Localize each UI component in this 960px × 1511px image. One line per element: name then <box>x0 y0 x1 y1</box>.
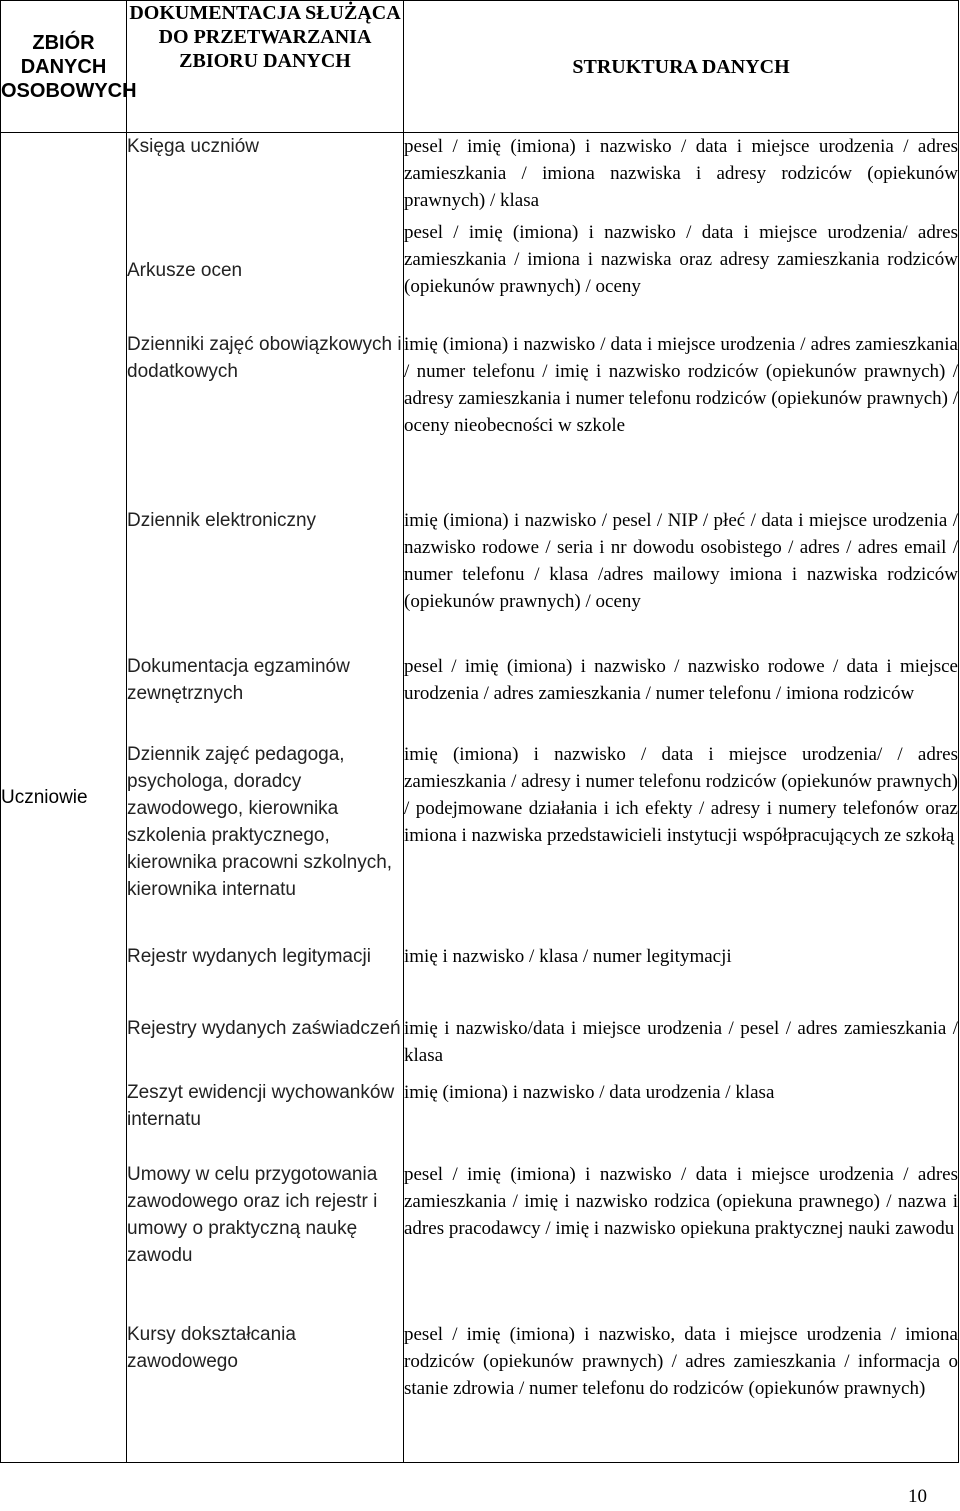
table-row <box>1 943 959 1015</box>
header-structure: STRUKTURA DANYCH <box>404 1 959 133</box>
structure-cell: pesel / imię (imiona) i nazwisko / data i miejsce urodzenia / adres zamieszkania / imię i nazwisko rodzica (opiekuna prawnego) / nazwa i adres pracodawcy / imię i nazwisko opiekuna praktycznej nauki zawodu <box>404 1161 959 1321</box>
table-row <box>1 133 959 219</box>
doc-cell: Zeszyt ewidencji wychowanków internatu <box>127 1079 404 1161</box>
structure-cell: imię (imiona) i nazwisko / data i miejsce urodzenia / adres zamieszkania / numer telefonu / imię i nazwisko rodziców (opiekunów prawnych) / adresy zamieszkania i numer telefonu rodziców (opiekunów prawnych) / oceny nieobecności w szkole <box>404 331 959 507</box>
structure-cell: pesel / imię (imiona) i nazwisko / data i miejsce urodzenia/ adres zamieszkania / imiona i nazwiska oraz adresy zamieszkania rodziców (opiekunów prawnych) / oceny <box>404 219 959 331</box>
doc-cell: Dokumentacja egzaminów zewnętrznych <box>127 653 404 741</box>
structure-cell: pesel / imię (imiona) i nazwisko / data i miejsce urodzenia / adres zamieszkania / imiona nazwiska i adresy rodziców (opiekunów prawnych) / klasa <box>404 133 959 219</box>
doc-cell: Dziennik zajęć pedagoga, psychologa, doradcy zawodowego, kierownika szkolenia praktycznego, kierownika pracowni szkolnych, kierownika internatu <box>127 741 404 943</box>
structure-cell: imię (imiona) i nazwisko / data urodzenia / klasa <box>404 1079 959 1161</box>
header-row <box>1 1 959 133</box>
table-row <box>1 741 959 943</box>
doc-cell: Księga uczniów <box>127 133 404 219</box>
table-row <box>1 1321 959 1463</box>
doc-cell: Arkusze ocen <box>127 219 404 331</box>
structure-cell: imię (imiona) i nazwisko / data i miejsce urodzenia/ / adres zamieszkania / adresy i numer telefonu rodziców (opiekunów prawnych) / podejmowane działania i ich efekty / adresy i numery telefonów oraz imiona i nazwiska przedstawicieli instytucji współpracujących ze szkołą <box>404 741 959 943</box>
doc-cell: Dzienniki zajęć obowiązkowych i dodatkowych <box>127 331 404 507</box>
doc-cell: Rejestr wydanych legitymacji <box>127 943 404 1015</box>
table-row <box>1 1161 959 1321</box>
header-documentation: DOKUMENTACJA SŁUŻĄCA DO PRZETWARZANIA ZBIORU DANYCH <box>127 1 404 133</box>
structure-cell: imię i nazwisko/data i miejsce urodzenia / pesel / adres zamieszkania / klasa <box>404 1015 959 1079</box>
table-row <box>1 507 959 653</box>
structure-cell: pesel / imię (imiona) i nazwisko / nazwisko rodowe / data i miejsce urodzenia / adres zamieszkania / numer telefonu / imiona rodziców <box>404 653 959 741</box>
table-row <box>1 1015 959 1079</box>
doc-cell: Kursy dokształcania zawodowego <box>127 1321 404 1463</box>
doc-cell: Umowy w celu przygotowania zawodowego oraz ich rejestr i umowy o praktyczną naukę zawodu <box>127 1161 404 1321</box>
doc-cell: Dziennik elektroniczny <box>127 507 404 653</box>
table-row <box>1 331 959 507</box>
header-dataset: ZBIÓR DANYCH OSOBOWYCH <box>1 1 127 133</box>
structure-cell: imię (imiona) i nazwisko / pesel / NIP / płeć / data i miejsce urodzenia / nazwisko rodowe / seria i nr dowodu osobistego / adres / adres email / numer telefonu / klasa /adres mailowy imiona i nazwiska rodziców (opiekunów prawnych) / oceny <box>404 507 959 653</box>
structure-cell: pesel / imię (imiona) i nazwisko, data i miejsce urodzenia / imiona rodziców (opiekunów prawnych) / adres zamieszkania / informacja o stanie zdrowia / numer telefonu do rodziców (opiekunów prawnych) <box>404 1321 959 1463</box>
page-number: 10 <box>908 1486 927 1507</box>
table-row <box>1 1079 959 1161</box>
doc-cell: Rejestry wydanych zaświadczeń <box>127 1015 404 1079</box>
structure-cell: imię i nazwisko / klasa / numer legitymacji <box>404 943 959 1015</box>
table-row <box>1 219 959 331</box>
subject-cell: Uczniowie <box>1 133 127 1463</box>
table-row <box>1 653 959 741</box>
